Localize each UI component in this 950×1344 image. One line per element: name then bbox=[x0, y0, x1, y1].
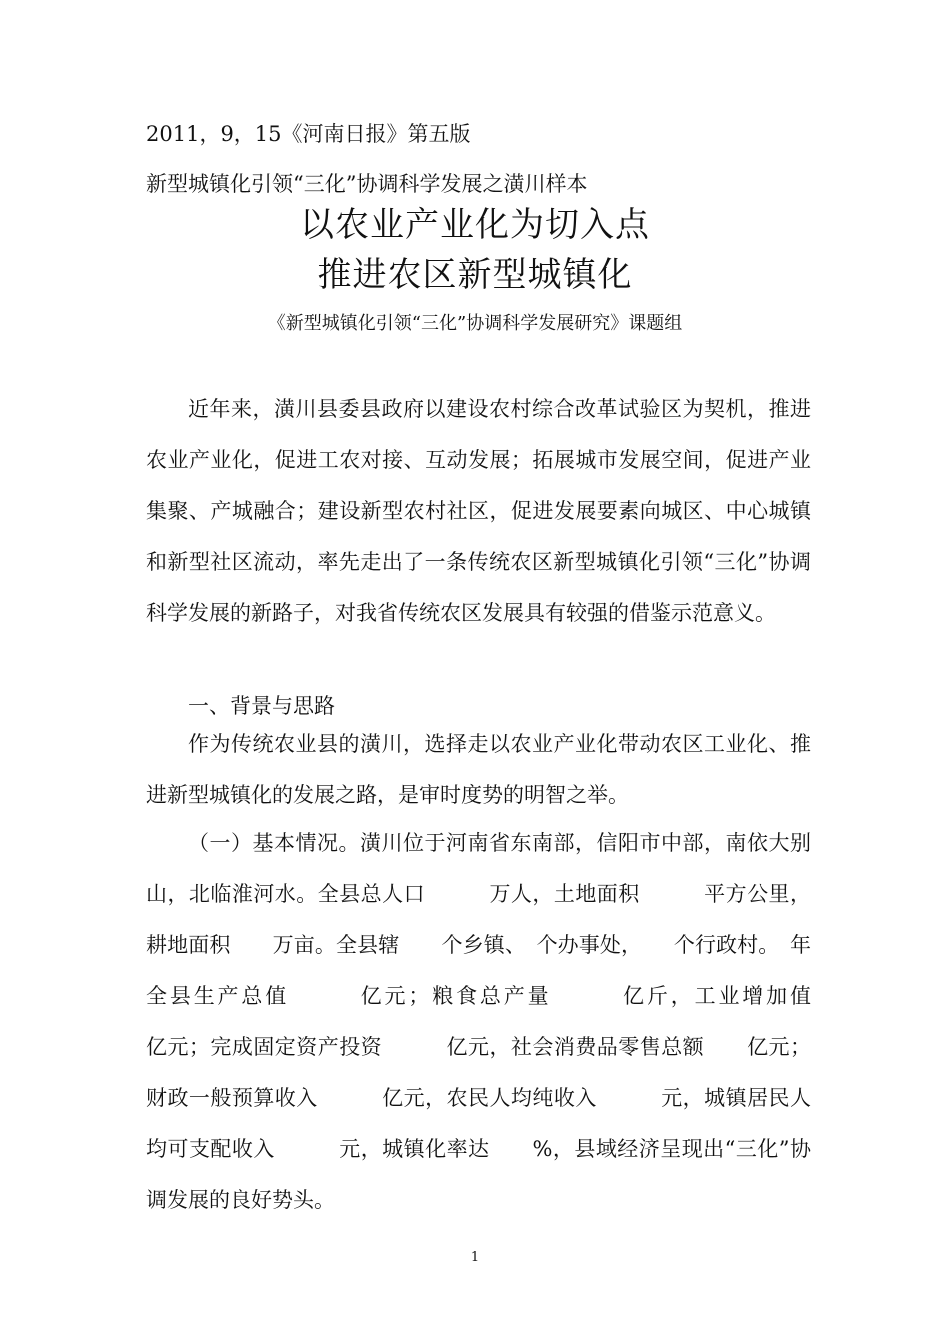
article-title-line-2: 推进农区新型城镇化 bbox=[317, 255, 633, 295]
series-subtitle: 新型城镇化引领“三化”协调科学发展之潢川样本 bbox=[146, 172, 588, 196]
paragraph-intro: 近年来，潢川县委县政府以建设农村综合改革试验区为契机，推进农业产业化，促进工农对接、互动发展；拓展城市发展空间，促进产业集聚、产城融合；建设新型农村社区，促进发展要素向城区、中心城镇和新型社区流动，率先走出了一条传统农区新型城镇化引领“三化”协调科学发展的新路子，对我省传统农区发展具有较强的借鉴示范意义。 bbox=[146, 397, 811, 625]
paragraph-basic-situation: （一）基本情况。潢川位于河南省东南部，信阳市中部，南依大别山，北临淮河水。全县总人口 万人，土地面积 平方公里，耕地面积 万亩。全县辖 个乡镇、 个办事处， 个行政村。 年全县生产总值 亿元；粮食总产量 亿斤，工业增加值 亿元；完成固定资产投资 亿元，社会消费品零售总额 亿元；财政一般预算收入 亿元，农民人均纯收入 元，城镇居民人均可支配收入 元，城镇化率达 %，县域经济呈现出“三化”协调发展的良好势头。 bbox=[146, 831, 874, 1212]
byline: 《新型城镇化引领“三化”协调科学发展研究》课题组 bbox=[267, 313, 683, 334]
section-heading: 一、背景与思路 bbox=[188, 694, 335, 718]
source-line: 2011，9，15《河南日报》第五版 bbox=[146, 122, 471, 146]
page-number: 1 bbox=[470, 1250, 480, 1265]
paragraph-background: 作为传统农业县的潢川，选择走以农业产业化带动农区工业化、推进新型城镇化的发展之路，是审时度势的明智之举。 bbox=[146, 732, 811, 807]
article-title-line-1: 以农业产业化为切入点 bbox=[300, 205, 650, 245]
